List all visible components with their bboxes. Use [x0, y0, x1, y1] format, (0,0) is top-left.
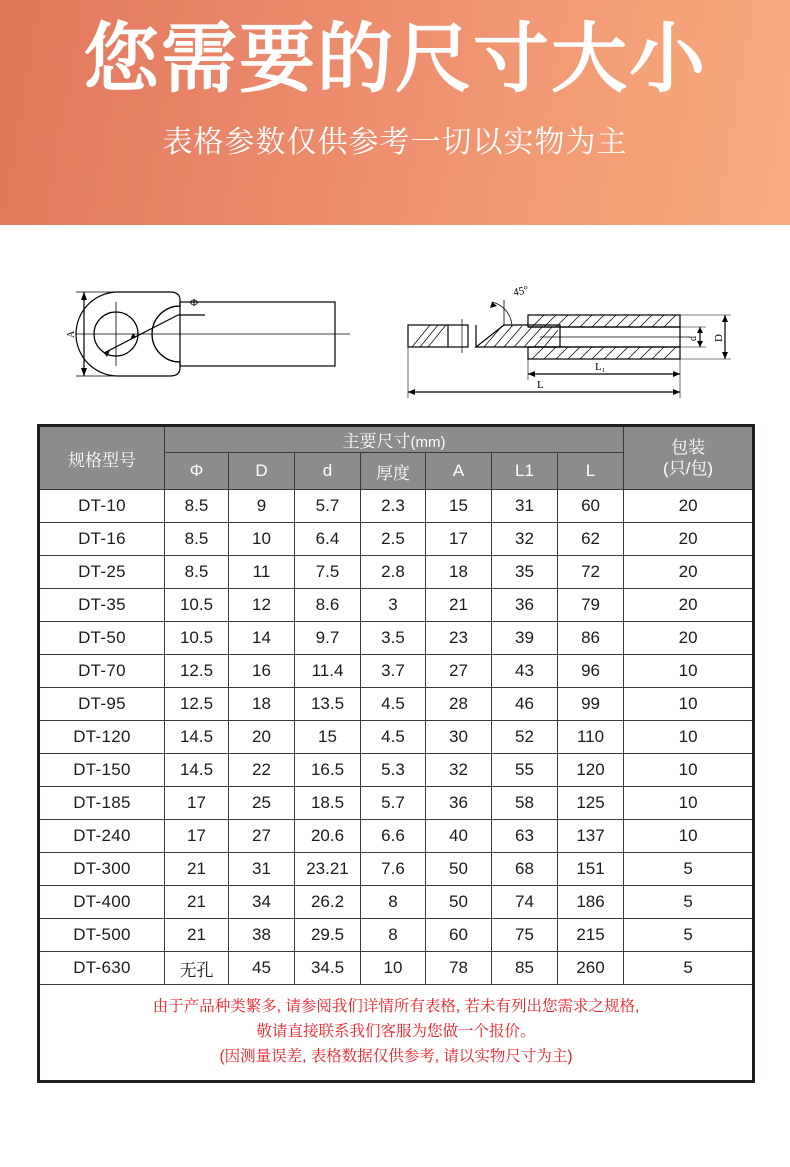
cell-pack: 5: [624, 886, 754, 919]
page-subtitle: 表格参数仅供参考一切以实物为主: [162, 126, 628, 159]
cell-phi: 8.5: [165, 523, 229, 556]
cell-l: 79: [558, 589, 624, 622]
cell-l: 96: [558, 655, 624, 688]
cell-l1: 63: [492, 820, 558, 853]
header-packaging: [624, 426, 754, 490]
cell-thickness: 7.6: [361, 853, 426, 886]
cell-l: 86: [558, 622, 624, 655]
header-main-dimensions: [165, 426, 624, 453]
cell-bigd: 12: [229, 589, 295, 622]
cell-model: DT-300: [39, 853, 165, 886]
spec-table: [37, 424, 755, 1083]
header-col-d: d: [295, 453, 361, 490]
note-row: [39, 985, 754, 1082]
cell-pack: 10: [624, 721, 754, 754]
cell-phi: 无孔: [165, 952, 229, 985]
header-col-l1: L1: [492, 453, 558, 490]
cell-l: 72: [558, 556, 624, 589]
cell-thickness: 8: [361, 886, 426, 919]
cell-a: 27: [426, 655, 492, 688]
cell-bigd: 38: [229, 919, 295, 952]
header-model: 规格型号: [39, 426, 165, 490]
cell-l: 62: [558, 523, 624, 556]
cell-phi: 8.5: [165, 490, 229, 523]
table-row: [39, 721, 754, 754]
cell-thickness: 2.5: [361, 523, 426, 556]
header-banner: [0, 0, 790, 225]
cell-phi: 14.5: [165, 721, 229, 754]
cell-bigd: 11: [229, 556, 295, 589]
note-line-1: 由于产品种类繁多, 请参阅我们详情所有表格, 若未有列出您需求之规格,: [152, 998, 640, 1015]
cell-thickness: 10: [361, 952, 426, 985]
cell-pack: 20: [624, 622, 754, 655]
cell-d: 23.21: [295, 853, 361, 886]
cell-bigd: 10: [229, 523, 295, 556]
cell-d: 9.7: [295, 622, 361, 655]
table-row: [39, 622, 754, 655]
cell-model: DT-185: [39, 787, 165, 820]
header-col-bigd: D: [229, 453, 295, 490]
cell-a: 40: [426, 820, 492, 853]
cell-phi: 10.5: [165, 622, 229, 655]
note-cell: [39, 985, 754, 1082]
cell-thickness: 2.8: [361, 556, 426, 589]
header-main-dimensions-label: 主要尺寸: [342, 432, 411, 451]
cell-model: DT-120: [39, 721, 165, 754]
note-line-2: 敬请直接联系我们客服为您做一个报价。: [256, 1023, 536, 1041]
cell-l1: 35: [492, 556, 558, 589]
cell-thickness: 6.6: [361, 820, 426, 853]
cell-l1: 58: [492, 787, 558, 820]
page-title: 您需要的尺寸大小: [83, 17, 707, 102]
cell-d: 13.5: [295, 688, 361, 721]
cell-model: DT-240: [39, 820, 165, 853]
cell-l: 110: [558, 721, 624, 754]
cell-bigd: 16: [229, 655, 295, 688]
header-col-phi: Φ: [165, 453, 229, 490]
cell-bigd: 9: [229, 490, 295, 523]
cell-d: 6.4: [295, 523, 361, 556]
cell-pack: 10: [624, 787, 754, 820]
cell-a: 36: [426, 787, 492, 820]
spec-table-head: [39, 426, 754, 490]
cell-model: DT-400: [39, 886, 165, 919]
cell-l1: 36: [492, 589, 558, 622]
label-l: L: [537, 379, 544, 391]
cell-l: 125: [558, 787, 624, 820]
cell-a: 60: [426, 919, 492, 952]
cell-l: 60: [558, 490, 624, 523]
cell-l1: 31: [492, 490, 558, 523]
cell-a: 18: [426, 556, 492, 589]
cell-bigd: 31: [229, 853, 295, 886]
cell-pack: 20: [624, 490, 754, 523]
cell-l1: 74: [492, 886, 558, 919]
cell-l1: 43: [492, 655, 558, 688]
spec-table-body: [39, 490, 754, 985]
cell-a: 32: [426, 754, 492, 787]
cell-phi: 12.5: [165, 688, 229, 721]
cell-d: 29.5: [295, 919, 361, 952]
table-row: [39, 919, 754, 952]
cell-a: 15: [426, 490, 492, 523]
cell-l1: 32: [492, 523, 558, 556]
cell-d: 20.6: [295, 820, 361, 853]
header-col-l: L: [558, 453, 624, 490]
spec-table-container: [37, 424, 752, 1083]
cell-thickness: 3: [361, 589, 426, 622]
cell-l1: 75: [492, 919, 558, 952]
cell-thickness: 5.7: [361, 787, 426, 820]
cell-l1: 39: [492, 622, 558, 655]
label-l1: L₁: [595, 361, 606, 373]
header-col-thickness: 厚度: [361, 453, 426, 490]
cell-l: 120: [558, 754, 624, 787]
cell-phi: 10.5: [165, 589, 229, 622]
cell-thickness: 5.3: [361, 754, 426, 787]
cell-thickness: 8: [361, 919, 426, 952]
cell-phi: 8.5: [165, 556, 229, 589]
cell-l: 215: [558, 919, 624, 952]
cell-pack: 10: [624, 688, 754, 721]
technical-drawings: [0, 240, 790, 410]
label-angle-45: 45°: [512, 283, 530, 299]
note-line-3: (因测量误差, 表格数据仅供参考, 请以实物尺寸为主): [219, 1048, 573, 1066]
cell-l1: 68: [492, 853, 558, 886]
cell-model: DT-16: [39, 523, 165, 556]
cell-model: DT-95: [39, 688, 165, 721]
cell-model: DT-50: [39, 622, 165, 655]
cell-d: 7.5: [295, 556, 361, 589]
cell-bigd: 20: [229, 721, 295, 754]
table-row: [39, 523, 754, 556]
table-row: [39, 952, 754, 985]
cell-thickness: 4.5: [361, 721, 426, 754]
cell-a: 30: [426, 721, 492, 754]
cross-section-drawing: [408, 300, 731, 398]
header-packaging-line1: 包装: [671, 437, 706, 457]
header-packaging-line2: (只/包): [663, 459, 714, 478]
cell-bigd: 45: [229, 952, 295, 985]
cell-l: 99: [558, 688, 624, 721]
cell-d: 11.4: [295, 655, 361, 688]
cell-pack: 10: [624, 655, 754, 688]
cell-a: 17: [426, 523, 492, 556]
table-row: [39, 886, 754, 919]
cell-pack: 5: [624, 853, 754, 886]
table-row: [39, 688, 754, 721]
cell-l: 260: [558, 952, 624, 985]
cell-l: 186: [558, 886, 624, 919]
cell-model: DT-70: [39, 655, 165, 688]
cell-pack: 10: [624, 754, 754, 787]
cell-a: 50: [426, 886, 492, 919]
cell-d: 16.5: [295, 754, 361, 787]
spec-table-foot: [39, 985, 754, 1082]
label-a-left: A: [66, 330, 77, 338]
cell-a: 50: [426, 853, 492, 886]
cell-l1: 52: [492, 721, 558, 754]
drawings-svg: [0, 240, 790, 410]
cell-model: DT-630: [39, 952, 165, 985]
cell-pack: 5: [624, 919, 754, 952]
cell-model: DT-150: [39, 754, 165, 787]
cell-bigd: 22: [229, 754, 295, 787]
cell-phi: 17: [165, 787, 229, 820]
cell-d: 15: [295, 721, 361, 754]
table-row: [39, 820, 754, 853]
table-row: [39, 490, 754, 523]
cell-pack: 5: [624, 952, 754, 985]
cell-l: 137: [558, 820, 624, 853]
label-d-inner: d: [688, 336, 699, 341]
header-row-top: [39, 426, 754, 453]
cell-pack: 20: [624, 556, 754, 589]
cell-d: 34.5: [295, 952, 361, 985]
cell-d: 5.7: [295, 490, 361, 523]
cell-l1: 85: [492, 952, 558, 985]
cell-model: DT-10: [39, 490, 165, 523]
cell-phi: 12.5: [165, 655, 229, 688]
cell-phi: 21: [165, 919, 229, 952]
cell-l1: 55: [492, 754, 558, 787]
label-d-outer: D: [713, 334, 725, 342]
cell-l1: 46: [492, 688, 558, 721]
cell-bigd: 25: [229, 787, 295, 820]
top-view-drawing: [76, 292, 350, 376]
cell-a: 78: [426, 952, 492, 985]
cell-model: DT-35: [39, 589, 165, 622]
cell-a: 21: [426, 589, 492, 622]
cell-bigd: 14: [229, 622, 295, 655]
cell-bigd: 27: [229, 820, 295, 853]
cell-thickness: 3.5: [361, 622, 426, 655]
header-main-dimensions-unit: (mm): [410, 434, 446, 451]
cell-bigd: 34: [229, 886, 295, 919]
header-col-a: A: [426, 453, 492, 490]
cell-model: DT-25: [39, 556, 165, 589]
table-row: [39, 754, 754, 787]
cell-l: 151: [558, 853, 624, 886]
cell-a: 23: [426, 622, 492, 655]
cell-d: 26.2: [295, 886, 361, 919]
cell-bigd: 18: [229, 688, 295, 721]
cell-d: 18.5: [295, 787, 361, 820]
cell-a: 28: [426, 688, 492, 721]
cell-phi: 21: [165, 886, 229, 919]
label-phi-left: Φ: [190, 297, 199, 309]
cell-thickness: 4.5: [361, 688, 426, 721]
cell-pack: 10: [624, 820, 754, 853]
cell-model: DT-500: [39, 919, 165, 952]
cell-phi: 17: [165, 820, 229, 853]
table-row: [39, 655, 754, 688]
table-row: [39, 787, 754, 820]
cell-pack: 20: [624, 589, 754, 622]
cell-pack: 20: [624, 523, 754, 556]
table-row: [39, 556, 754, 589]
cell-thickness: 3.7: [361, 655, 426, 688]
cell-phi: 21: [165, 853, 229, 886]
cell-phi: 14.5: [165, 754, 229, 787]
cell-thickness: 2.3: [361, 490, 426, 523]
table-row: [39, 853, 754, 886]
cell-d: 8.6: [295, 589, 361, 622]
table-row: [39, 589, 754, 622]
